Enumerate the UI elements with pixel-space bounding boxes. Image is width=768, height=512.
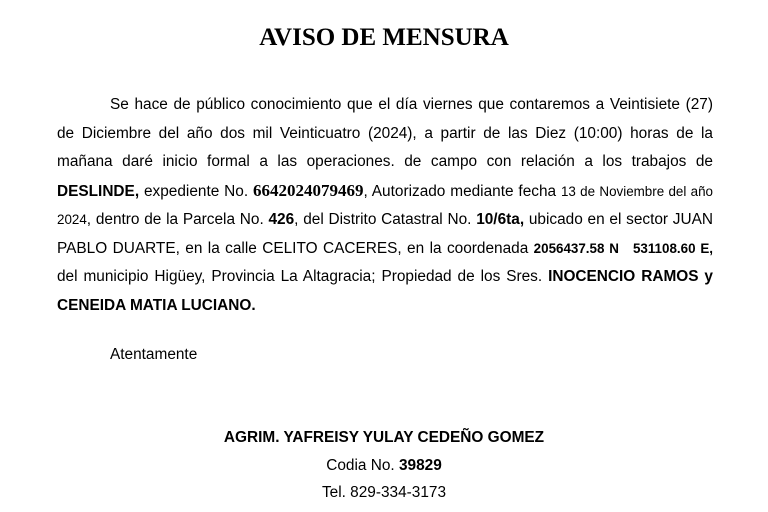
coordinate-north: 2056437.58 N — [533, 240, 619, 256]
codia-label: Codia No. — [326, 456, 399, 474]
distrito-label: , del Distrito Catastral No. — [294, 211, 477, 228]
codia-line — [0, 452, 768, 480]
parcela-number: 426 — [268, 211, 295, 228]
codia-number: 39829 — [398, 456, 442, 474]
phone-line: Tel. 829-334-3173 — [321, 484, 447, 501]
work-type: DESLINDE, — [57, 182, 140, 200]
closing-salutation: Atentamente — [110, 346, 198, 363]
sector-text: ubicado en el sector JUAN PABLO DUARTE, en la calle CELITO CACERES, en la coordenada — [57, 211, 713, 257]
signature-block — [0, 424, 768, 507]
authorized-date: 13 de Noviembre del año 2024 — [57, 183, 713, 227]
surveyor-name: AGRIM. YAFREISY YULAY CEDEÑO GOMEZ — [223, 429, 545, 446]
notice-paragraph — [57, 91, 713, 320]
coordinate-east: 531108.60 E, — [632, 240, 714, 256]
owners-names: INOCENCIO RAMOS y CENEIDA MATIA LUCIANO. — [57, 268, 713, 314]
distrito-number: 10/6ta, — [476, 211, 525, 228]
authorized-label: , Autorizado mediante fecha — [363, 182, 561, 200]
location-text: del municipio Higüey, Provincia La Altagracia; Propiedad de los Sres. — [57, 268, 549, 285]
parcela-label: , dentro de la Parcela No. — [86, 211, 269, 228]
notice-title: AVISO DE MENSURA — [259, 24, 509, 51]
expediente-number: 6642024079469 — [252, 180, 364, 200]
intro-text: Se hace de público conocimiento que el día viernes que contaremos a Veintisiete (27) de Diciembre del año dos mil Veinticuatro (2024), a partir de las Diez (10:00) horas de la mañana daré inicio formal a las operaciones. de campo con relación a los trabajos de — [57, 96, 713, 170]
expediente-label: expediente No. — [139, 182, 253, 200]
